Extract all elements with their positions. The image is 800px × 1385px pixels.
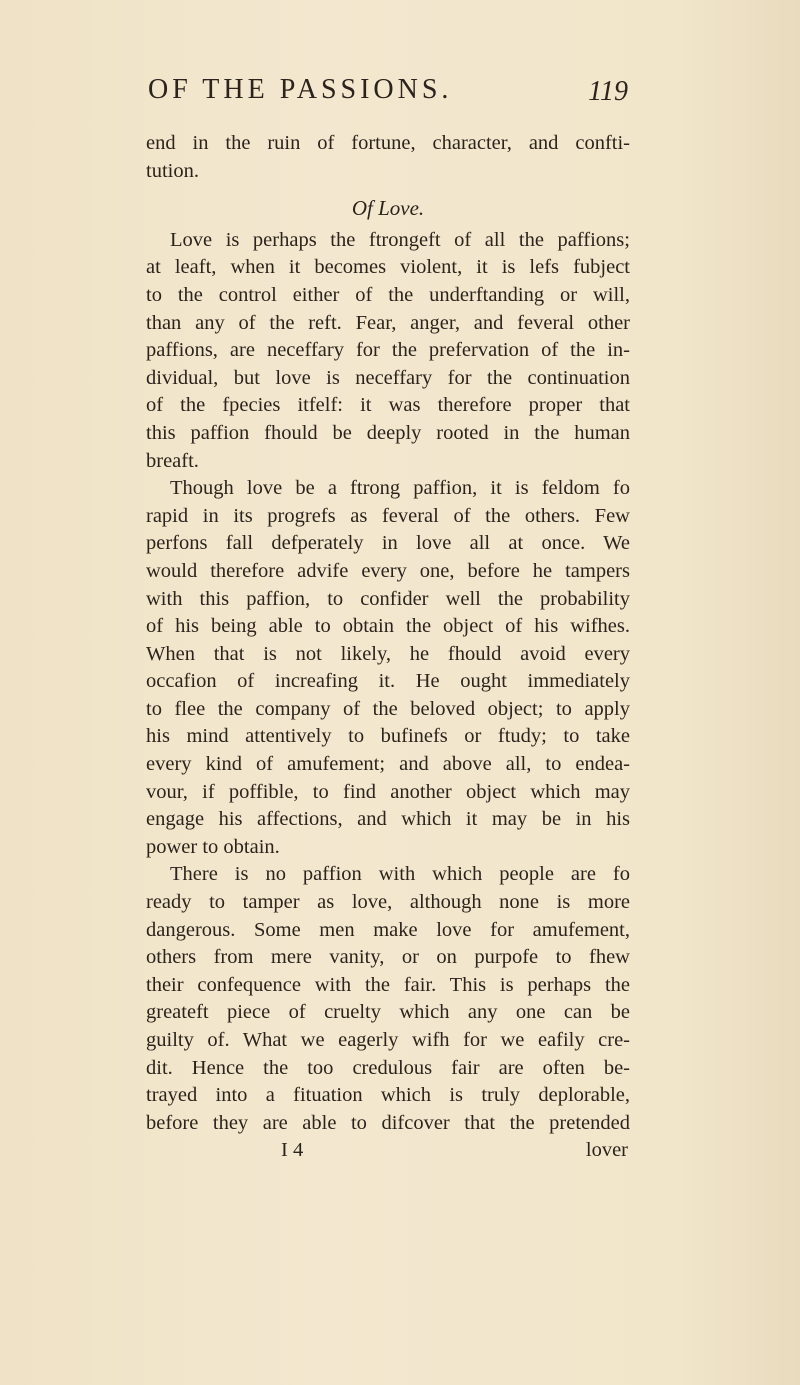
text-line: others from mere vanity, or on purpofe to fhew	[146, 946, 630, 969]
section-heading: Of Love.	[351, 196, 425, 221]
text-line: every kind of amufement; and above all, to endea-	[146, 753, 630, 776]
text-line: would therefore advife every one, before he tampers	[146, 559, 630, 582]
text-line: There is no paffion with which people are fo	[170, 863, 630, 886]
text-line: guilty of. What we eagerly wifh for we eafily cre-	[146, 1029, 630, 1051]
text-line: rapid in its progrefs as feveral of the others. Few	[146, 504, 630, 527]
catchword: lover	[585, 1139, 628, 1162]
text-line: before they are able to difcover that the pretended	[146, 1111, 630, 1134]
text-line: perfons fall defperately in love all at once. We	[146, 532, 630, 555]
text-line: engage his affections, and which it may be in his	[146, 808, 630, 831]
running-head: OF THE PASSIONS.	[148, 74, 453, 105]
text-line: tution.	[146, 159, 199, 182]
page-number: 119	[588, 76, 628, 107]
text-line: When that is not likely, he fhould avoid every	[146, 642, 630, 665]
paragraph	[146, 227, 630, 475]
text-line: dit. Hence the too credulous fair are often be-	[146, 1056, 630, 1079]
page-footer	[146, 1137, 630, 1165]
text-line: this paffion fhould be deeply rooted in the human	[146, 421, 630, 444]
text-line: end in the ruin of fortune, character, and confti-	[146, 132, 630, 154]
text-line: his mind attentively to bufinefs or ftudy; to take	[146, 725, 630, 748]
paragraph	[146, 475, 630, 861]
text-line: of his being able to obtain the object of his wifhes.	[146, 615, 630, 638]
text-line: vour, if poffible, to find another object which may	[146, 780, 630, 803]
page-body	[146, 130, 630, 1165]
text-line: trayed into a fituation which is truly deplorable,	[146, 1084, 630, 1107]
text-line: than any of the reft. Fear, anger, and feveral other	[146, 311, 630, 334]
text-line: their confequence with the fair. This is perhaps the	[146, 973, 630, 996]
text-line: power to obtain.	[146, 835, 280, 858]
text-line: at leaft, when it becomes violent, it is lefs fubject	[146, 256, 630, 279]
text-line: dividual, but love is neceffary for the continuation	[146, 366, 630, 389]
text-line: paffions, are neceffary for the prefervation of the in-	[146, 339, 630, 362]
text-line: Though love be a ftrong paffion, it is feldom fo	[170, 477, 630, 500]
continued-paragraph	[146, 130, 630, 185]
page-header	[148, 74, 628, 114]
text-line: Love is perhaps the ftrongeft of all the paffions;	[170, 228, 630, 251]
text-line: to the control either of the underftanding or will,	[146, 283, 630, 306]
text-line: ready to tamper as love, although none is more	[146, 891, 630, 914]
signature-mark: I 4	[281, 1139, 304, 1162]
text-line: of the fpecies itfelf: it was therefore proper that	[146, 394, 630, 417]
text-line: with this paffion, to confider well the probability	[146, 587, 630, 610]
text-line: occafion of increafing it. He ought immediately	[146, 670, 630, 693]
text-line: to flee the company of the beloved object; to apply	[146, 697, 630, 720]
text-line: greateft piece of cruelty which any one can be	[146, 1001, 630, 1024]
text-line: breaft.	[146, 449, 199, 472]
text-line: dangerous. Some men make love for amufement,	[146, 918, 630, 941]
paragraph	[146, 861, 630, 1137]
